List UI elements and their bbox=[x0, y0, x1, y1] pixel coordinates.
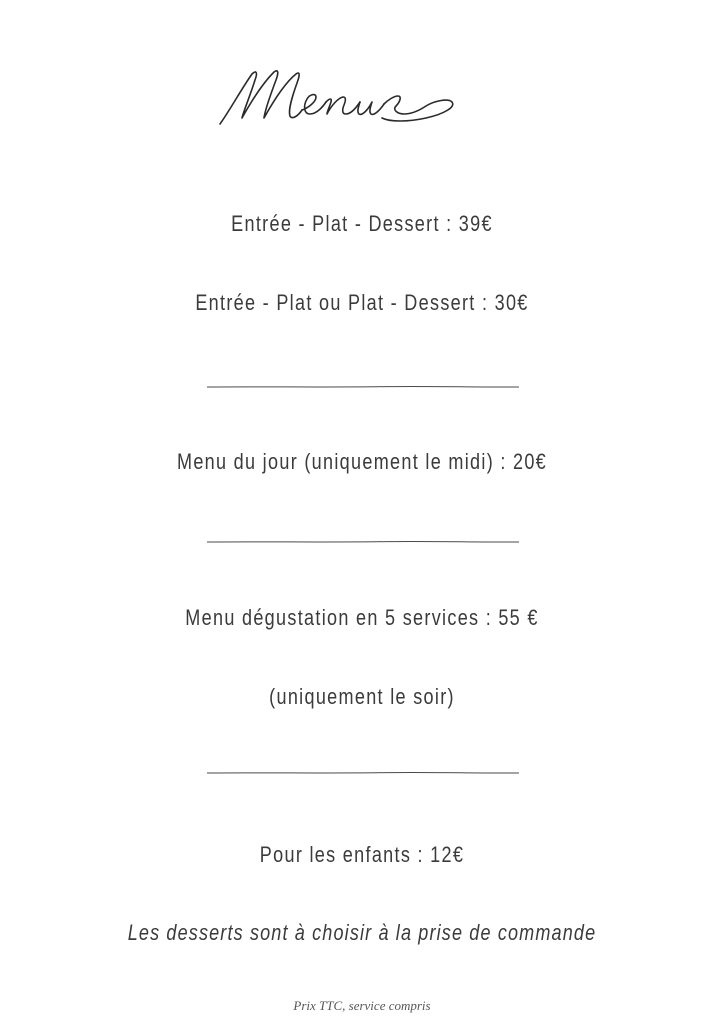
menu-line-children: Pour les enfants : 12€ bbox=[259, 842, 465, 867]
page-title bbox=[0, 52, 724, 147]
divider-1 bbox=[207, 385, 519, 389]
title-script-lettering bbox=[212, 52, 512, 147]
menu-line-degustation: Menu dégustation en 5 services : 55 € bbox=[185, 605, 539, 630]
menu-line-menu-du-jour: Menu du jour (uniquement le midi) : 20€ bbox=[176, 449, 548, 474]
menu-line-two-course: Entrée - Plat ou Plat - Dessert : 30€ bbox=[195, 290, 529, 315]
menu-line-entree-plat-dessert: Entrée - Plat - Dessert : 39€ bbox=[231, 211, 493, 236]
divider-3 bbox=[207, 771, 519, 775]
price-footnote: Prix TTC, service compris bbox=[293, 998, 431, 1013]
menu-line-evening-only: (uniquement le soir) bbox=[269, 684, 455, 709]
dessert-note: Les desserts sont à choisir à la prise de commande bbox=[127, 920, 597, 945]
divider-2 bbox=[207, 540, 519, 544]
